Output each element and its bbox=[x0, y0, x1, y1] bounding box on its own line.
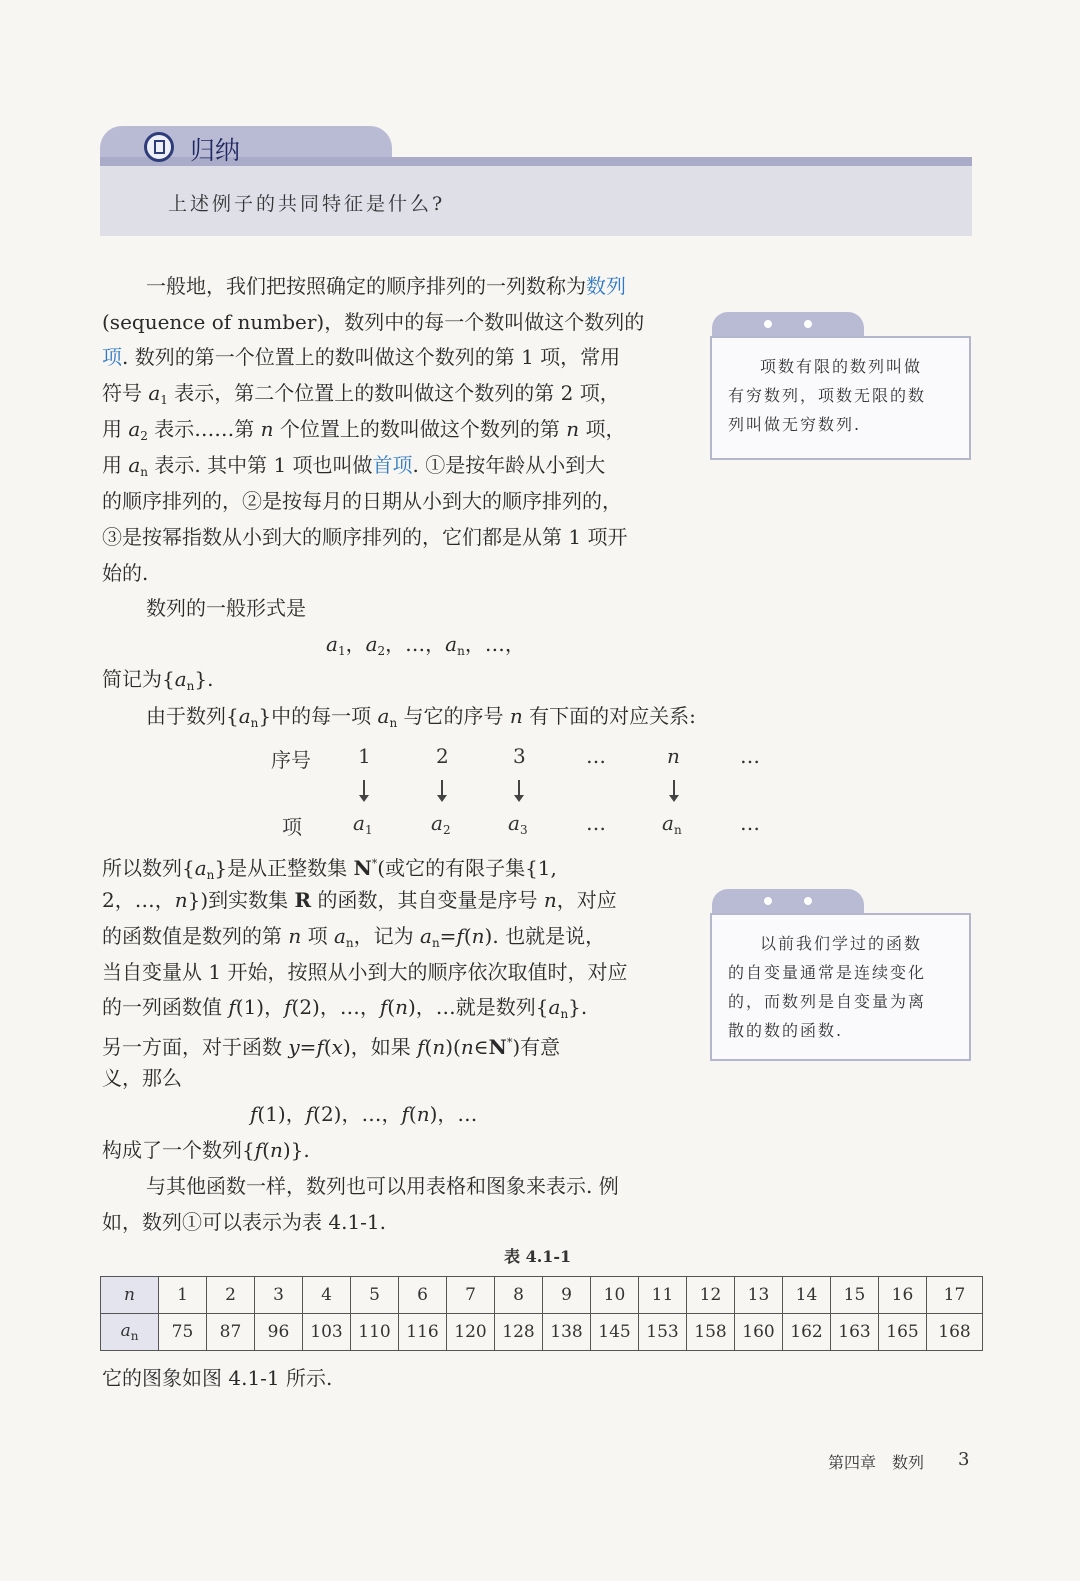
table-cell-n: 16 bbox=[879, 1277, 927, 1314]
table-cell-n: 14 bbox=[783, 1277, 831, 1314]
note1-line1: 项数有限的数列叫做 bbox=[760, 357, 923, 376]
page-number: 3 bbox=[958, 1449, 970, 1470]
table-row-an bbox=[101, 1314, 983, 1351]
note1-tab bbox=[712, 312, 864, 338]
table-cell-n: 7 bbox=[447, 1277, 495, 1314]
note1-dot-right bbox=[804, 320, 812, 328]
corr-term-dots: … bbox=[586, 811, 606, 835]
p4-line3: 的函数值是数列的第 n 项 $a_n$，记为 $a_n=f(n)$. 也就是说， bbox=[102, 924, 606, 950]
note2-box bbox=[710, 913, 971, 1061]
corr-term-n: $a_n$ bbox=[662, 811, 682, 837]
table-cell-an: 163 bbox=[831, 1314, 879, 1351]
summary-book-icon bbox=[144, 132, 174, 162]
p6-line2: 如，数列①可以表示为表 4.1-1. bbox=[102, 1210, 387, 1234]
table-cell-n: 8 bbox=[495, 1277, 543, 1314]
arrow-down-icon bbox=[363, 780, 365, 798]
p4-line4: 当自变量从 1 开始，按照从小到大的顺序依次取值时，对应 bbox=[102, 960, 628, 984]
note2-dot-left bbox=[764, 897, 772, 905]
table-caption: 表 4.1-1 bbox=[504, 1247, 572, 1266]
p1-line4: 符号 $a_1$ 表示，第二个位置上的数叫做这个数列的第 2 项， bbox=[102, 381, 620, 407]
note1-line3: 列叫做无穷数列. bbox=[728, 415, 862, 434]
arrow-down-icon bbox=[673, 780, 675, 798]
p1-line2: (sequence of number)，数列中的每一个数叫做这个数列的 bbox=[102, 310, 645, 334]
p4-line6: 另一方面，对于函数 y=f(x)，如果 f(n)(n∈N*)有意 bbox=[102, 1035, 561, 1059]
note1-dot-left bbox=[764, 320, 772, 328]
corr-index-n: n bbox=[667, 744, 680, 768]
table-cell-an: 110 bbox=[351, 1314, 399, 1351]
p1-line8: ③是按幂指数从小到大的顺序排列的，它们都是从第 1 项开 bbox=[102, 525, 628, 549]
corr-term-3: $a_3$ bbox=[508, 811, 528, 837]
summary-question: 上述例子的共同特征是什么? bbox=[168, 193, 446, 215]
table-cell-n: 3 bbox=[255, 1277, 303, 1314]
sequence-table bbox=[100, 1276, 983, 1351]
table-cell-n: 5 bbox=[351, 1277, 399, 1314]
closing-line: 它的图象如图 4.1-1 所示. bbox=[102, 1366, 333, 1390]
table-cell-an: 165 bbox=[879, 1314, 927, 1351]
note2-tab bbox=[712, 889, 864, 915]
term-first-item: 首项 bbox=[372, 453, 413, 477]
p5-line: 构成了一个数列{f(n)}. bbox=[102, 1138, 310, 1162]
corr-index-label: 序号 bbox=[271, 748, 311, 772]
arrow-down-icon bbox=[441, 780, 443, 798]
function-form: f(1)，f(2)，…，f(n)，… bbox=[250, 1102, 478, 1126]
p1-line9: 始的. bbox=[102, 561, 149, 585]
table-cell-n: 1 bbox=[159, 1277, 207, 1314]
note2-dot-right bbox=[804, 897, 812, 905]
p1-line7: 的顺序排列的，②是按每月的日期从小到大的顺序排列的， bbox=[102, 489, 622, 513]
p4-line2: 2，…，n})到实数集 R 的函数，其自变量是序号 n，对应 bbox=[102, 888, 617, 912]
table-cell-n: 4 bbox=[303, 1277, 351, 1314]
note1-box bbox=[710, 336, 971, 460]
table-cell-n: 13 bbox=[735, 1277, 783, 1314]
p1-line1: 一般地，我们把按照确定的顺序排列的一列数称为数列 bbox=[146, 274, 626, 298]
p1-line3: 项. 数列的第一个位置上的数叫做这个数列的第 1 项，常用 bbox=[102, 345, 621, 369]
table-cell-an: 160 bbox=[735, 1314, 783, 1351]
note2-line4: 散的数的函数. bbox=[728, 1021, 844, 1040]
table-cell-an: 87 bbox=[207, 1314, 255, 1351]
table-row-n bbox=[101, 1277, 983, 1314]
term-sequence: 数列 bbox=[586, 274, 626, 298]
table-cell-an: 153 bbox=[639, 1314, 687, 1351]
table-cell-n: 15 bbox=[831, 1277, 879, 1314]
table-cell-n: 12 bbox=[687, 1277, 735, 1314]
note2-line2: 的自变量通常是连续变化 bbox=[728, 963, 927, 982]
p3-line: 由于数列$\{a_n\}$中的每一项 $a_n$ 与它的序号 n 有下面的对应关系: bbox=[146, 704, 696, 730]
table-header-an: $a_n$ bbox=[101, 1314, 159, 1351]
corr-index-dots-end: … bbox=[740, 744, 760, 768]
table-cell-an: 75 bbox=[159, 1314, 207, 1351]
corr-term-2: $a_2$ bbox=[431, 811, 451, 837]
table-cell-an: 145 bbox=[591, 1314, 639, 1351]
table-cell-an: 116 bbox=[399, 1314, 447, 1351]
general-form: $a_1$，$a_2$，…，$a_n$，…， bbox=[326, 632, 525, 658]
table-cell-an: 120 bbox=[447, 1314, 495, 1351]
table-header-n: n bbox=[101, 1277, 159, 1314]
corr-term-label: 项 bbox=[282, 815, 302, 839]
p4-line1: 所以数列$\{a_n\}$是从正整数集 N*(或它的有限子集{1, bbox=[102, 856, 557, 882]
table-cell-n: 17 bbox=[927, 1277, 983, 1314]
arrow-down-icon bbox=[518, 780, 520, 798]
summary-title: 归纳 bbox=[190, 136, 241, 165]
note2-line1: 以前我们学过的函数 bbox=[760, 934, 923, 953]
table-cell-an: 138 bbox=[543, 1314, 591, 1351]
table-cell-n: 9 bbox=[543, 1277, 591, 1314]
corr-index-2: 2 bbox=[436, 744, 449, 768]
footer-chapter: 第四章 数列 bbox=[828, 1453, 925, 1472]
p4-line7: 义，那么 bbox=[102, 1066, 182, 1090]
table-cell-an: 162 bbox=[783, 1314, 831, 1351]
table-cell-an: 96 bbox=[255, 1314, 303, 1351]
table-cell-n: 10 bbox=[591, 1277, 639, 1314]
p2-intro: 数列的一般形式是 bbox=[146, 596, 306, 620]
table-cell-an: 168 bbox=[927, 1314, 983, 1351]
corr-term-dots-end: … bbox=[740, 811, 760, 835]
corr-term-1: $a_1$ bbox=[353, 811, 373, 837]
abbreviation-line: 简记为$\{a_n\}$. bbox=[102, 667, 214, 693]
note1-line2: 有穷数列，项数无限的数 bbox=[728, 386, 927, 405]
note2-line3: 的，而数列是自变量为离 bbox=[728, 992, 927, 1011]
corr-index-1: 1 bbox=[358, 744, 371, 768]
table-cell-n: 11 bbox=[639, 1277, 687, 1314]
table-cell-n: 6 bbox=[399, 1277, 447, 1314]
corr-index-dots: … bbox=[586, 744, 606, 768]
p1-line5: 用 $a_2$ 表示……第 n 个位置上的数叫做这个数列的第 n 项， bbox=[102, 417, 626, 443]
table-cell-an: 158 bbox=[687, 1314, 735, 1351]
corr-index-3: 3 bbox=[513, 744, 526, 768]
p4-line5: 的一列函数值 f(1)，f(2)，…，f(n)，…就是数列$\{a_n\}$. bbox=[102, 995, 588, 1021]
table-cell-n: 2 bbox=[207, 1277, 255, 1314]
p1-line6: 用 $a_n$ 表示. 其中第 1 项也叫做首项. ①是按年龄从小到大 bbox=[102, 453, 606, 479]
table-cell-an: 128 bbox=[495, 1314, 543, 1351]
term-item: 项 bbox=[102, 345, 122, 369]
p6-line1: 与其他函数一样，数列也可以用表格和图象来表示. 例 bbox=[146, 1174, 619, 1198]
table-cell-an: 103 bbox=[303, 1314, 351, 1351]
